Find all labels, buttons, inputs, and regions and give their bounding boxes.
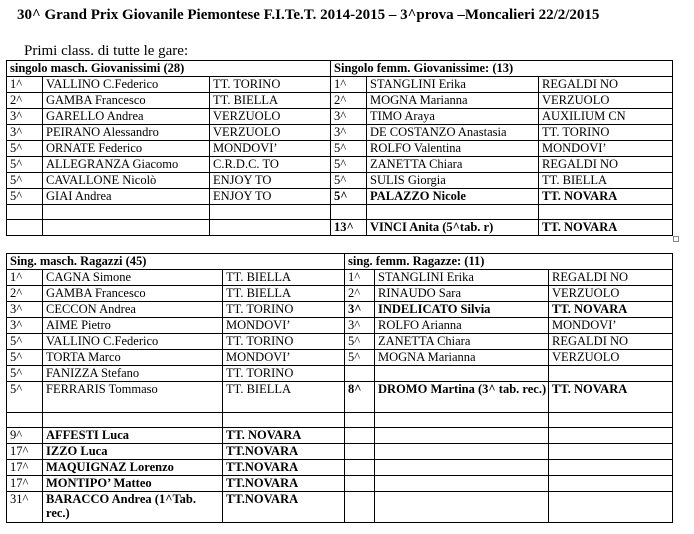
athlete-cell: FERRARIS Tommaso — [43, 382, 223, 413]
rank-cell: 17^ — [7, 444, 43, 460]
club-cell: TT.NOVARA — [223, 492, 345, 523]
athlete-cell: MOGNA Marianna — [375, 350, 549, 366]
club-cell: TT. BIELLA — [539, 173, 673, 189]
table-row — [7, 350, 673, 366]
rank-cell — [345, 444, 375, 460]
club-cell: TT.NOVARA — [223, 460, 345, 476]
table-row — [7, 125, 673, 141]
rank-cell — [7, 413, 43, 428]
club-cell: REGALDI NO — [549, 270, 673, 286]
table-row — [7, 318, 673, 334]
athlete-cell: CAVALLONE Nicolò — [43, 173, 210, 189]
rank-cell: 2^ — [7, 93, 43, 109]
left-category-header: singolo masch. Giovanissimi (28) — [7, 61, 331, 77]
rank-cell — [345, 413, 375, 428]
club-cell: TT. TORINO — [223, 366, 345, 382]
table-row — [7, 157, 673, 173]
club-cell: MONDOVI’ — [223, 350, 345, 366]
table-row — [7, 444, 673, 460]
club-cell: TT. BIELLA — [223, 270, 345, 286]
rank-cell: 13^ — [331, 220, 367, 236]
athlete-cell: GIAI Andrea — [43, 189, 210, 205]
athlete-cell: SULIS Giorgia — [367, 173, 539, 189]
table-row — [7, 428, 673, 444]
rank-cell: 8^ — [345, 382, 375, 413]
rank-cell: 2^ — [331, 93, 367, 109]
club-cell — [210, 220, 331, 236]
club-cell: VERZUOLO — [210, 109, 331, 125]
athlete-cell: CAGNA Simone — [43, 270, 223, 286]
document-subtitle: Primi class. di tutte le gare: — [24, 43, 189, 59]
athlete-cell: PALAZZO Nicole — [367, 189, 539, 205]
athlete-cell: MOGNA Marianna — [367, 93, 539, 109]
club-cell: VERZUOLO — [539, 93, 673, 109]
table-row — [7, 141, 673, 157]
club-cell: TT. NOVARA — [549, 382, 673, 413]
table-row — [7, 413, 673, 428]
rank-cell: 2^ — [7, 286, 43, 302]
athlete-cell: TORTA Marco — [43, 350, 223, 366]
athlete-cell: GARELLO Andrea — [43, 109, 210, 125]
club-cell: TT. TORINO — [210, 77, 331, 93]
rank-cell: 5^ — [331, 173, 367, 189]
athlete-cell: GAMBA Francesco — [43, 286, 223, 302]
club-cell: TT. BIELLA — [223, 286, 345, 302]
table-giovanissimi — [6, 60, 673, 236]
club-cell: TT. BIELLA — [210, 93, 331, 109]
rank-cell: 5^ — [7, 173, 43, 189]
athlete-cell: ALLEGRANZA Giacomo — [43, 157, 210, 173]
table-row — [7, 77, 673, 93]
athlete-cell: AFFESTI Luca — [43, 428, 223, 444]
rank-cell: 5^ — [331, 141, 367, 157]
club-cell: TT. NOVARA — [549, 302, 673, 318]
table-row — [7, 205, 673, 220]
club-cell: ENJOY TO — [210, 189, 331, 205]
rank-cell: 5^ — [331, 189, 367, 205]
rank-cell: 3^ — [331, 125, 367, 141]
athlete-cell — [375, 444, 549, 460]
club-cell: MONDOVI’ — [539, 141, 673, 157]
rank-cell: 5^ — [7, 141, 43, 157]
athlete-cell: TIMO Araya — [367, 109, 539, 125]
rank-cell: 3^ — [345, 318, 375, 334]
table-header-row — [7, 61, 673, 77]
club-cell: TT.NOVARA — [223, 444, 345, 460]
club-cell — [549, 428, 673, 444]
athlete-cell: PEIRANO Alessandro — [43, 125, 210, 141]
rank-cell: 3^ — [345, 302, 375, 318]
table-row — [7, 286, 673, 302]
athlete-cell: ROLFO Valentina — [367, 141, 539, 157]
athlete-cell: DE COSTANZO Anastasia — [367, 125, 539, 141]
rank-cell: 17^ — [7, 476, 43, 492]
rank-cell: 3^ — [7, 125, 43, 141]
club-cell: MONDOVI’ — [549, 318, 673, 334]
athlete-cell — [43, 220, 210, 236]
club-cell — [549, 444, 673, 460]
athlete-cell — [375, 476, 549, 492]
athlete-cell: CECCON Andrea — [43, 302, 223, 318]
club-cell: ENJOY TO — [210, 173, 331, 189]
athlete-cell: VALLINO C.Federico — [43, 77, 210, 93]
athlete-cell: ZANETTA Chiara — [367, 157, 539, 173]
table-row — [7, 476, 673, 492]
rank-cell: 5^ — [7, 350, 43, 366]
document-title: 30^ Grand Prix Giovanile Piemontese F.I.Te.T. 2014-2015 – 3^prova –Moncalieri 22/2/2015 — [17, 7, 600, 23]
athlete-cell: MAQUIGNAZ Lorenzo — [43, 460, 223, 476]
table-row — [7, 302, 673, 318]
table-row — [7, 460, 673, 476]
rank-cell: 1^ — [331, 77, 367, 93]
table-row — [7, 109, 673, 125]
rank-cell — [345, 428, 375, 444]
athlete-cell: AIME Pietro — [43, 318, 223, 334]
rank-cell: 1^ — [345, 270, 375, 286]
club-cell: TT.NOVARA — [223, 476, 345, 492]
club-cell: TT. NOVARA — [539, 220, 673, 236]
athlete-cell — [43, 205, 210, 220]
rank-cell: 3^ — [7, 302, 43, 318]
athlete-cell: GAMBA Francesco — [43, 93, 210, 109]
club-cell — [549, 366, 673, 382]
athlete-cell: INDELICATO Silvia — [375, 302, 549, 318]
club-cell — [549, 476, 673, 492]
club-cell: MONDOVI’ — [210, 141, 331, 157]
rank-cell: 1^ — [7, 77, 43, 93]
rank-cell — [345, 366, 375, 382]
rank-cell — [7, 205, 43, 220]
athlete-cell: MONTIPO’ Matteo — [43, 476, 223, 492]
club-cell: TT. TORINO — [539, 125, 673, 141]
table-row — [7, 220, 673, 236]
club-cell: AUXILIUM CN — [539, 109, 673, 125]
table-resize-handle[interactable] — [673, 236, 679, 242]
athlete-cell — [367, 205, 539, 220]
club-cell: REGALDI NO — [549, 334, 673, 350]
club-cell — [210, 205, 331, 220]
rank-cell: 3^ — [331, 109, 367, 125]
rank-cell: 5^ — [7, 382, 43, 413]
club-cell — [539, 205, 673, 220]
table-ragazzi — [6, 253, 673, 523]
club-cell: TT. NOVARA — [539, 189, 673, 205]
rank-cell: 5^ — [345, 334, 375, 350]
athlete-cell: ZANETTA Chiara — [375, 334, 549, 350]
rank-cell — [345, 460, 375, 476]
rank-cell: 5^ — [7, 157, 43, 173]
rank-cell: 1^ — [7, 270, 43, 286]
athlete-cell: RINAUDO Sara — [375, 286, 549, 302]
rank-cell: 17^ — [7, 460, 43, 476]
club-cell: TT. NOVARA — [223, 428, 345, 444]
rank-cell — [7, 220, 43, 236]
rank-cell: 5^ — [7, 189, 43, 205]
athlete-cell — [375, 492, 549, 523]
club-cell: VERZUOLO — [210, 125, 331, 141]
table-row — [7, 366, 673, 382]
athlete-cell: DROMO Martina (3^ tab. rec.) — [375, 382, 549, 413]
rank-cell: 5^ — [331, 157, 367, 173]
table-row — [7, 173, 673, 189]
right-category-header: sing. femm. Ragazze: (11) — [345, 254, 673, 270]
rank-cell: 5^ — [345, 350, 375, 366]
athlete-cell: STANGLINI Erika — [367, 77, 539, 93]
table-row — [7, 492, 673, 523]
rank-cell — [345, 476, 375, 492]
club-cell — [549, 413, 673, 428]
club-cell: C.R.D.C. TO — [210, 157, 331, 173]
club-cell: TT. BIELLA — [223, 382, 345, 413]
table-row — [7, 270, 673, 286]
athlete-cell — [43, 413, 223, 428]
club-cell: TT. TORINO — [223, 334, 345, 350]
rank-cell: 9^ — [7, 428, 43, 444]
rank-cell: 5^ — [7, 366, 43, 382]
club-cell: VERZUOLO — [549, 286, 673, 302]
club-cell — [223, 413, 345, 428]
club-cell: VERZUOLO — [549, 350, 673, 366]
table-row — [7, 334, 673, 350]
rank-cell — [331, 205, 367, 220]
athlete-cell: FANIZZA Stefano — [43, 366, 223, 382]
athlete-cell — [375, 460, 549, 476]
club-cell: TT. TORINO — [223, 302, 345, 318]
club-cell: REGALDI NO — [539, 77, 673, 93]
athlete-cell: STANGLINI Erika — [375, 270, 549, 286]
athlete-cell: VALLINO C.Federico — [43, 334, 223, 350]
rank-cell — [345, 492, 375, 523]
athlete-cell: IZZO Luca — [43, 444, 223, 460]
rank-cell: 2^ — [345, 286, 375, 302]
table-row — [7, 382, 673, 413]
table-row — [7, 93, 673, 109]
athlete-cell: BARACCO Andrea (1^Tab. rec.) — [43, 492, 223, 523]
athlete-cell: ORNATE Federico — [43, 141, 210, 157]
athlete-cell: VINCI Anita (5^tab. r) — [367, 220, 539, 236]
athlete-cell — [375, 413, 549, 428]
club-cell: MONDOVI’ — [223, 318, 345, 334]
club-cell — [549, 492, 673, 523]
rank-cell: 3^ — [7, 109, 43, 125]
table-row — [7, 189, 673, 205]
club-cell: REGALDI NO — [539, 157, 673, 173]
club-cell — [549, 460, 673, 476]
table-header-row — [7, 254, 673, 270]
left-category-header: Sing. masch. Ragazzi (45) — [7, 254, 345, 270]
rank-cell: 3^ — [7, 318, 43, 334]
right-category-header: Singolo femm. Giovanissime: (13) — [331, 61, 673, 77]
athlete-cell — [375, 428, 549, 444]
rank-cell: 31^ — [7, 492, 43, 523]
rank-cell: 5^ — [7, 334, 43, 350]
athlete-cell: ROLFO Arianna — [375, 318, 549, 334]
athlete-cell — [375, 366, 549, 382]
